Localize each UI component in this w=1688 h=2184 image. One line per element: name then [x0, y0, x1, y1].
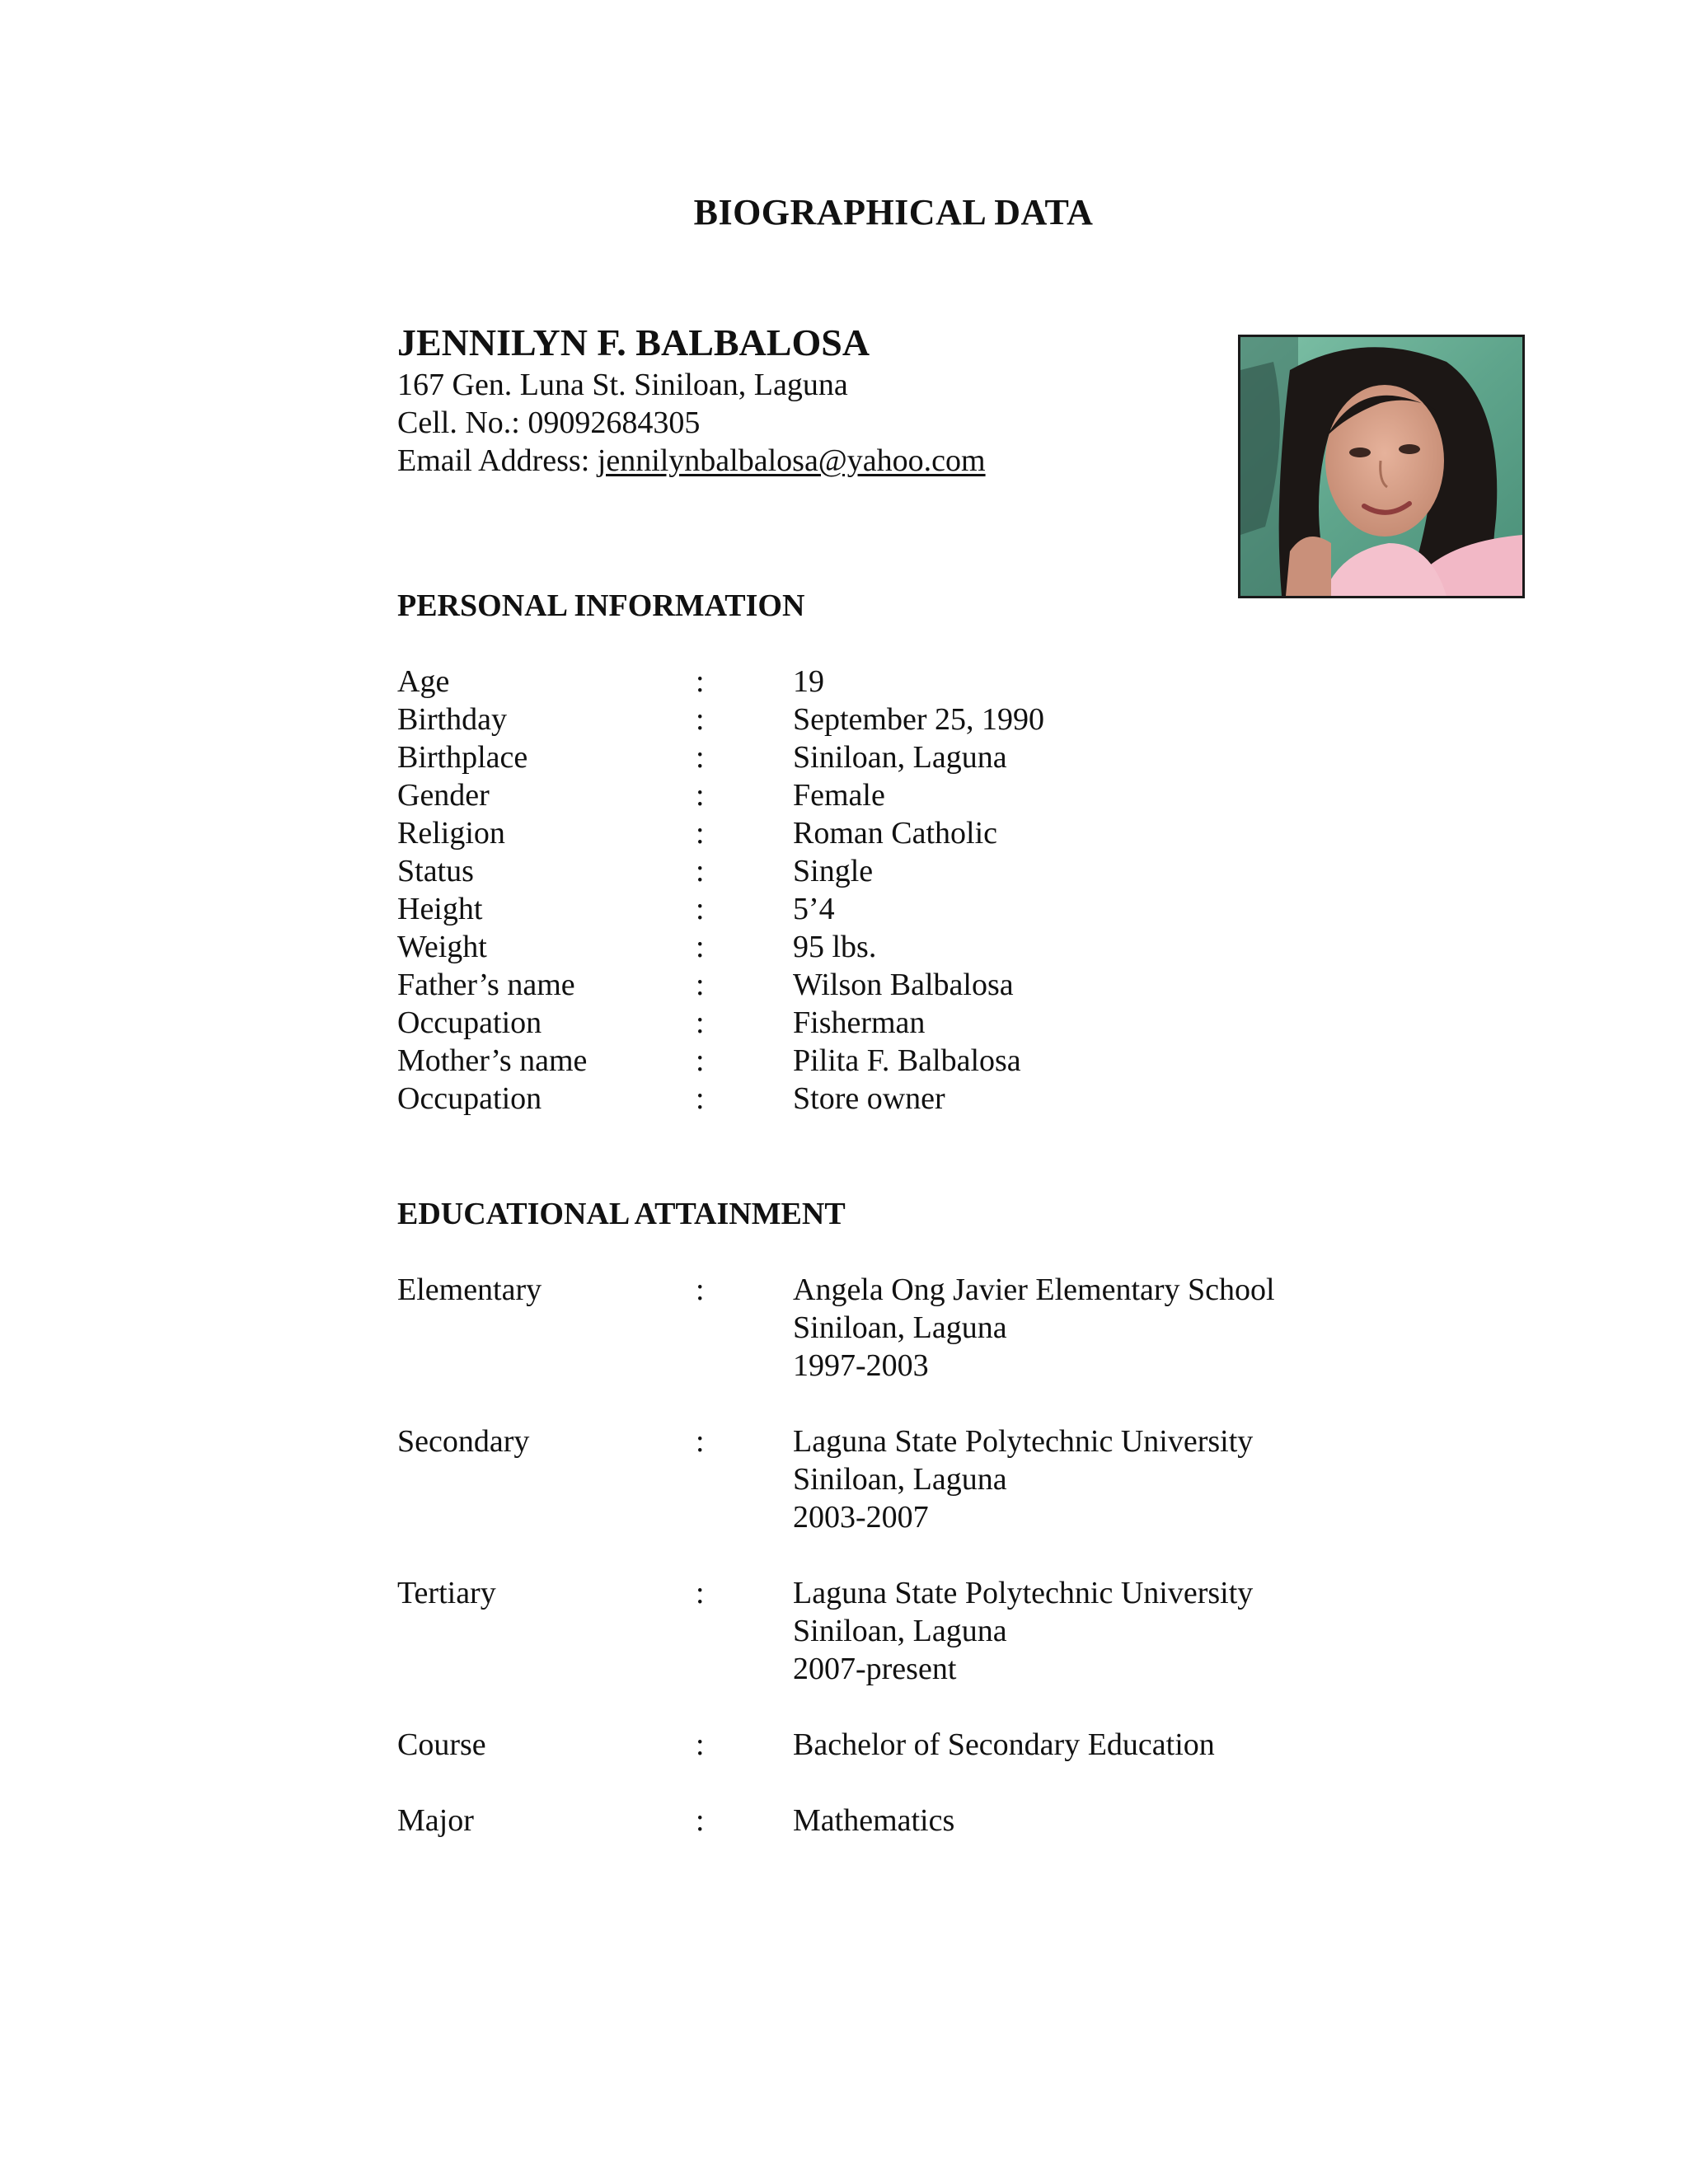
info-value: 95 lbs.: [793, 930, 877, 964]
school-location: Siniloan, Laguna: [793, 1310, 1007, 1345]
info-row: [397, 1042, 1044, 1080]
course-label: Course: [397, 1727, 486, 1762]
major-value: [793, 1802, 954, 1840]
school-location: Siniloan, Laguna: [793, 1462, 1007, 1497]
info-label: Weight: [397, 930, 487, 964]
education-row: [397, 1574, 1275, 1688]
education-separator: :: [696, 1576, 705, 1610]
course-separator: :: [696, 1727, 705, 1762]
education-details: [793, 1422, 1253, 1536]
info-value: Store owner: [793, 1081, 945, 1116]
info-row: [397, 966, 1044, 1004]
document-title: BIOGRAPHICAL DATA: [693, 192, 1094, 232]
info-value: Fisherman: [793, 1005, 926, 1040]
info-row: [397, 701, 1044, 738]
email-link[interactable]: jennilynbalbalosa@yahoo.com: [597, 443, 986, 478]
info-value: Single: [793, 854, 874, 888]
info-value: Roman Catholic: [793, 816, 998, 851]
info-separator: :: [696, 816, 705, 851]
major-name: Mathematics: [793, 1803, 955, 1838]
info-row: [397, 738, 1044, 776]
major-label: Major: [397, 1803, 474, 1838]
address-line: 167 Gen. Luna St. Siniloan, Laguna: [397, 368, 848, 402]
profile-photo: [1238, 335, 1525, 598]
school-name: Angela Ong Javier Elementary School: [793, 1272, 1275, 1307]
info-label: Occupation: [397, 1081, 542, 1116]
school-years: 1997-2003: [793, 1348, 929, 1383]
info-value: Siniloan, Laguna: [793, 740, 1007, 775]
info-separator: :: [696, 1081, 705, 1116]
cell-line: [397, 404, 986, 442]
info-label: Birthplace: [397, 740, 528, 775]
info-label: Occupation: [397, 1005, 542, 1040]
info-separator: :: [696, 740, 705, 775]
info-label: Religion: [397, 816, 505, 851]
cell-number: 09092684305: [528, 405, 701, 440]
school-name: Laguna State Polytechnic University: [793, 1576, 1254, 1610]
major-row: [397, 1802, 1275, 1840]
education-level-label: Tertiary: [397, 1576, 496, 1610]
education-row: [397, 1271, 1275, 1385]
info-label: Status: [397, 854, 474, 888]
education-separator: :: [696, 1272, 705, 1307]
info-separator: :: [696, 1043, 705, 1078]
info-value: Pilita F. Balbalosa: [793, 1043, 1021, 1078]
info-value: 5’4: [793, 892, 835, 926]
info-separator: :: [696, 664, 705, 699]
info-row: [397, 776, 1044, 814]
info-row: [397, 928, 1044, 966]
info-separator: :: [696, 892, 705, 926]
contact-header: [397, 320, 986, 480]
info-separator: :: [696, 778, 705, 813]
portrait-image: [1240, 337, 1522, 596]
educational-attainment-list: [397, 1271, 1275, 1840]
info-value: September 25, 1990: [793, 702, 1045, 737]
info-value: Wilson Balbalosa: [793, 968, 1014, 1002]
info-separator: :: [696, 854, 705, 888]
education-row: [397, 1422, 1275, 1536]
personal-information-list: [397, 663, 1044, 1118]
course-row: [397, 1726, 1275, 1764]
info-label: Mother’s name: [397, 1043, 588, 1078]
email-line: [397, 442, 986, 480]
info-value: Female: [793, 778, 885, 813]
education-details: [793, 1574, 1253, 1688]
info-separator: :: [696, 968, 705, 1002]
applicant-name: JENNILYN F. BALBALOSA: [397, 321, 870, 363]
info-label: Birthday: [397, 702, 507, 737]
info-row: [397, 852, 1044, 890]
education-level-label: Elementary: [397, 1272, 542, 1307]
course-name: Bachelor of Secondary Education: [793, 1727, 1215, 1762]
educational-attainment-heading: EDUCATIONAL ATTAINMENT: [397, 1197, 846, 1231]
school-years: 2003-2007: [793, 1500, 929, 1535]
school-location: Siniloan, Laguna: [793, 1614, 1007, 1648]
major-separator: :: [696, 1803, 705, 1838]
info-label: Age: [397, 664, 450, 699]
info-separator: :: [696, 1005, 705, 1040]
email-label: Email Address:: [397, 443, 598, 478]
info-row: [397, 663, 1044, 701]
info-row: [397, 1004, 1044, 1042]
education-level-label: Secondary: [397, 1424, 530, 1459]
education-separator: :: [696, 1424, 705, 1459]
cell-label: Cell. No.:: [397, 405, 528, 440]
education-details: [793, 1271, 1275, 1385]
info-separator: :: [696, 702, 705, 737]
info-row: [397, 814, 1044, 852]
personal-information-heading: PERSONAL INFORMATION: [397, 588, 805, 623]
info-value: 19: [793, 664, 824, 699]
school-years: 2007-present: [793, 1652, 957, 1686]
course-value: [793, 1726, 1215, 1764]
info-label: Height: [397, 892, 483, 926]
info-row: [397, 1080, 1044, 1118]
info-label: Gender: [397, 778, 490, 813]
info-label: Father’s name: [397, 968, 575, 1002]
school-name: Laguna State Polytechnic University: [793, 1424, 1254, 1459]
info-row: [397, 890, 1044, 928]
info-separator: :: [696, 930, 705, 964]
